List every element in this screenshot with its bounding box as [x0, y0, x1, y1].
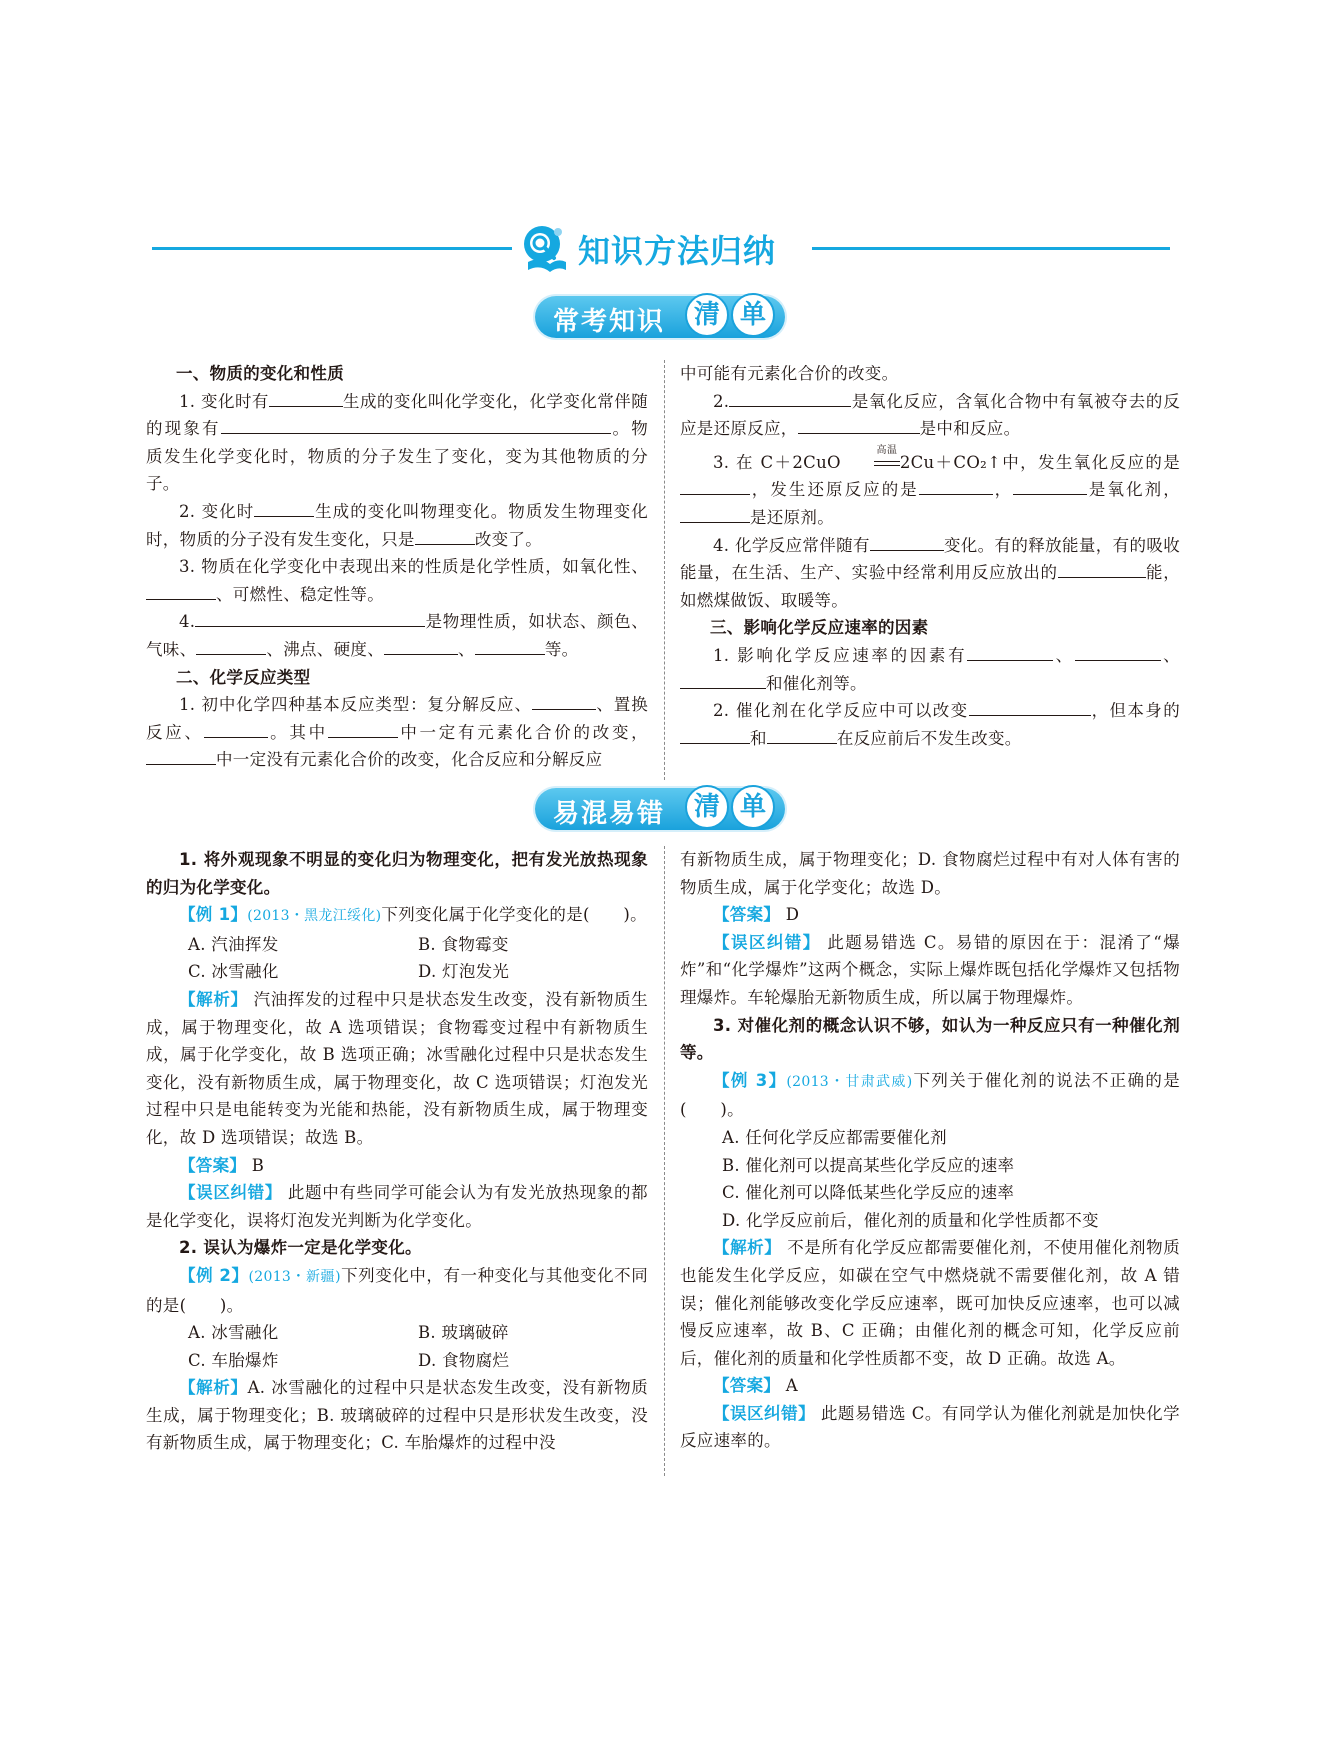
answer-blank[interactable] — [269, 388, 343, 407]
option[interactable]: A. 汽油挥发 — [188, 934, 279, 954]
answer-label: 【答案】 — [179, 1155, 247, 1175]
paragraph: 2. 催化剂在化学反应中可以改变 ，但本身的和 在反应前后不发生改变。 — [680, 697, 1180, 752]
paragraph: 1. 变化时有 生成的变化叫化学变化，化学变化常伴随的现象有 。物质发生化学变化时，物质的分子发生了变化，变为其他物质的分子。 — [146, 388, 648, 498]
pill-circle-char: 清 — [685, 293, 729, 337]
topic-heading: 3. 对催化剂的概念认识不够，如认为一种反应只有一种催化剂等。 — [680, 1015, 1180, 1063]
example-source: (2013・新疆) — [248, 1268, 341, 1285]
option[interactable]: C. 车胎爆炸 — [188, 1350, 279, 1370]
option[interactable]: C. 催化剂可以降低某些化学反应的速率 — [722, 1183, 1015, 1203]
example-question: 【例 2】(2013・新疆)下列变化中，有一种变化与其他变化不同的是( )。 — [146, 1265, 648, 1315]
options-row — [146, 1319, 648, 1347]
analysis-label: 【解析】 — [179, 989, 248, 1009]
subheading: 一、物质的变化和性质 — [176, 364, 344, 383]
answer-blank[interactable] — [532, 691, 596, 710]
mistake-correction: 【误区纠错】 此题中有些同学可能会认为有发光放热现象的都是化学变化，误将灯泡发光判断为化学变化。 — [146, 1183, 648, 1230]
answer-label: 【答案】 — [713, 1376, 781, 1396]
answer-blank[interactable] — [254, 498, 314, 517]
answer-blank[interactable] — [680, 725, 750, 744]
answer: 【答案】 A — [713, 1376, 798, 1396]
answer-blank[interactable] — [967, 642, 1053, 661]
paragraph: 2. 变化时 生成的变化叫物理变化。物质发生物理变化时，物质的分子没有发生变化，只是 改变了。 — [146, 498, 648, 553]
paragraph: 4. 化学反应常伴随有 变化。有的释放能量，有的吸收能量，在生活、生产、实验中经常利用反应放出的 能，如燃煤做饭、取暖等。 — [680, 532, 1180, 615]
options-row — [146, 931, 648, 959]
answer: 【答案】 B — [179, 1155, 265, 1175]
example-label: 【例 3】 — [713, 1070, 787, 1090]
analysis: 【解析】 汽油挥发的过程中只是状态发生改变，没有新物质生成，属于物理变化，故 A 选项错误；食物霉变过程中有新物质生成，属于化学变化，故 B 选项正确；冰雪融化过程中只是状态发生变化，没有新物质生成，属于物理变化，故 C 选项错误；灯泡发光过程中只是电能转变为光能和热能，没有新物质生成，属于物理变化，故 D 选项错误；故选 B。 — [146, 989, 649, 1147]
pill-circle-char: 单 — [731, 293, 775, 337]
options-row — [146, 1347, 648, 1375]
mistakes-left-column — [146, 846, 648, 1457]
example-source: (2013・黑龙江绥化) — [247, 908, 382, 925]
answer-blank[interactable] — [870, 532, 944, 551]
header-rule-right — [812, 247, 1170, 250]
mistake-label: 【误区纠错】 — [713, 1403, 816, 1423]
option[interactable]: B. 催化剂可以提高某些化学反应的速率 — [722, 1155, 1015, 1175]
answer-blank[interactable] — [415, 526, 475, 545]
column-divider — [664, 846, 665, 1476]
example-label: 【例 2】 — [179, 1265, 249, 1285]
example-label: 【例 1】 — [179, 905, 248, 925]
answer-blank[interactable] — [680, 670, 766, 689]
answer-blank[interactable] — [919, 476, 993, 495]
mistake-correction: 【误区纠错】 此题易错选 C。易错的原因在于：混淆了“爆炸”和“化学爆炸”这两个概念，实际上爆炸既包括化学爆炸又包括物理爆炸。车轮爆胎无新物质生成，所以属于物理爆炸。 — [680, 932, 1180, 1007]
subheading: 二、化学反应类型 — [176, 667, 311, 687]
topic-heading: 2. 误认为爆炸一定是化学变化。 — [179, 1238, 422, 1258]
option[interactable]: C. 冰雪融化 — [188, 962, 279, 982]
option[interactable]: D. 灯泡发光 — [418, 962, 510, 982]
answer-blank[interactable] — [221, 415, 611, 434]
answer-blank[interactable] — [384, 636, 458, 655]
knowledge-right-column — [680, 360, 1180, 752]
header-rule-left — [152, 247, 512, 250]
answer-blank[interactable] — [1013, 476, 1087, 495]
option[interactable]: D. 食物腐烂 — [418, 1350, 510, 1370]
answer-blank[interactable] — [1058, 559, 1146, 578]
paragraph: 2. 是氧化反应，含氧化合物中有氧被夺去的反应是还原反应， 是中和反应。 — [680, 388, 1180, 443]
analysis-label: 【解析】 — [713, 1238, 782, 1258]
answer: 【答案】 D — [713, 905, 800, 925]
paragraph: 4. 是物理性质，如状态、颜色、气味、 、沸点、硬度、 、 等。 — [146, 608, 648, 663]
mistakes-right-column — [680, 846, 1180, 1455]
paragraph: 3. 在 C＋2CuO 高温 2Cu＋CO₂↑中，发生氧化反应的是，发生还原反应的是 ， 是氧化剂，是还原剂。 — [680, 449, 1180, 532]
section-pill-frequent-knowledge — [535, 296, 785, 338]
example-source: (2013・甘肃武威) — [786, 1073, 913, 1090]
paragraph: 中可能有元素化合价的改变。 — [680, 364, 899, 383]
pill-circle-char: 单 — [731, 785, 775, 829]
answer-blank[interactable] — [146, 581, 216, 600]
pill-circle-char: 清 — [685, 785, 729, 829]
mistake-label: 【误区纠错】 — [179, 1183, 282, 1203]
pill-label: 常考知识 — [553, 307, 666, 337]
analysis: 【解析】 不是所有化学反应都需要催化剂，不使用催化剂物质也能发生化学反应，如碳在空气中燃烧就不需要催化剂，故 A 错误；催化剂能够改变化学反应速率，既可加快反应速率，也可以减慢反应速率，故 B、C 正确；由催化剂的概念可知，化学反应前后，催化剂的质量和化学性质都不变，故 D 正确。故选 A。 — [680, 1238, 1181, 1368]
subheading: 三、影响化学反应速率的因素 — [710, 618, 929, 638]
answer-blank[interactable] — [969, 697, 1091, 716]
paragraph: 1. 初中化学四种基本反应类型：复分解反应、 、置换反应、 。其中 中一定有元素化合价的改变，中一定没有元素化合价的改变，化合反应和分解反应 — [146, 691, 648, 774]
answer-blank[interactable] — [195, 608, 425, 627]
magnifier-book-icon — [520, 222, 570, 274]
pill-label: 易混易错 — [553, 799, 666, 829]
option[interactable]: B. 玻璃破碎 — [418, 1323, 509, 1343]
answer-label: 【答案】 — [713, 905, 781, 925]
mistake-label: 【误区纠错】 — [713, 932, 821, 952]
option[interactable]: B. 食物霉变 — [418, 934, 509, 954]
option[interactable]: A. 任何化学反应都需要催化剂 — [722, 1127, 947, 1147]
answer-blank[interactable] — [767, 725, 837, 744]
option[interactable]: A. 冰雪融化 — [188, 1323, 279, 1343]
answer-blank[interactable] — [475, 636, 545, 655]
column-divider — [664, 360, 665, 780]
mistake-correction: 【误区纠错】 此题易错选 C。有同学认为催化剂就是加快化学反应速率的。 — [680, 1403, 1180, 1451]
answer-blank[interactable] — [146, 746, 216, 765]
page-section-title: 知识方法归纳 — [578, 232, 777, 270]
analysis-continued: 有新物质生成，属于物理变化；D. 食物腐烂过程中有对人体有害的物质生成，属于化学变化；故选 D。 — [680, 850, 1180, 897]
answer-blank[interactable] — [729, 388, 851, 407]
answer-blank[interactable] — [680, 476, 750, 495]
answer-blank[interactable] — [328, 719, 398, 738]
analysis-label: 【解析】 — [179, 1378, 248, 1398]
answer-blank[interactable] — [798, 415, 920, 434]
reaction-condition: 高温 — [841, 449, 900, 477]
answer-blank[interactable] — [1075, 642, 1161, 661]
example-question: 【例 1】(2013・黑龙江绥化)下列变化属于化学变化的是( )。 — [179, 905, 647, 925]
analysis: 【解析】A. 冰雪融化的过程中只是状态发生改变，没有新物质生成，属于物理变化；B. 玻璃破碎的过程中只是形状发生改变，没有新物质生成，属于物理变化；C. 车胎爆炸的过程中没 — [146, 1378, 649, 1453]
section-pill-common-mistakes — [535, 788, 785, 830]
option[interactable]: D. 化学反应前后，催化剂的质量和化学性质都不变 — [722, 1210, 1099, 1230]
topic-heading: 1. 将外观现象不明显的变化归为物理变化，把有发光放热现象的归为化学变化。 — [146, 850, 648, 897]
answer-blank[interactable] — [680, 504, 750, 523]
paragraph: 1. 影响化学反应速率的因素有 、 、和催化剂等。 — [680, 642, 1180, 697]
options-row — [146, 958, 648, 986]
example-question: 【例 3】(2013・甘肃武威)下列关于催化剂的说法不正确的是( )。 — [680, 1070, 1180, 1120]
knowledge-left-column — [146, 360, 648, 774]
answer-blank[interactable] — [196, 636, 266, 655]
answer-blank[interactable] — [204, 719, 268, 738]
paragraph: 3. 物质在化学变化中表现出来的性质是化学性质，如氧化性、、可燃性、稳定性等。 — [146, 553, 648, 608]
